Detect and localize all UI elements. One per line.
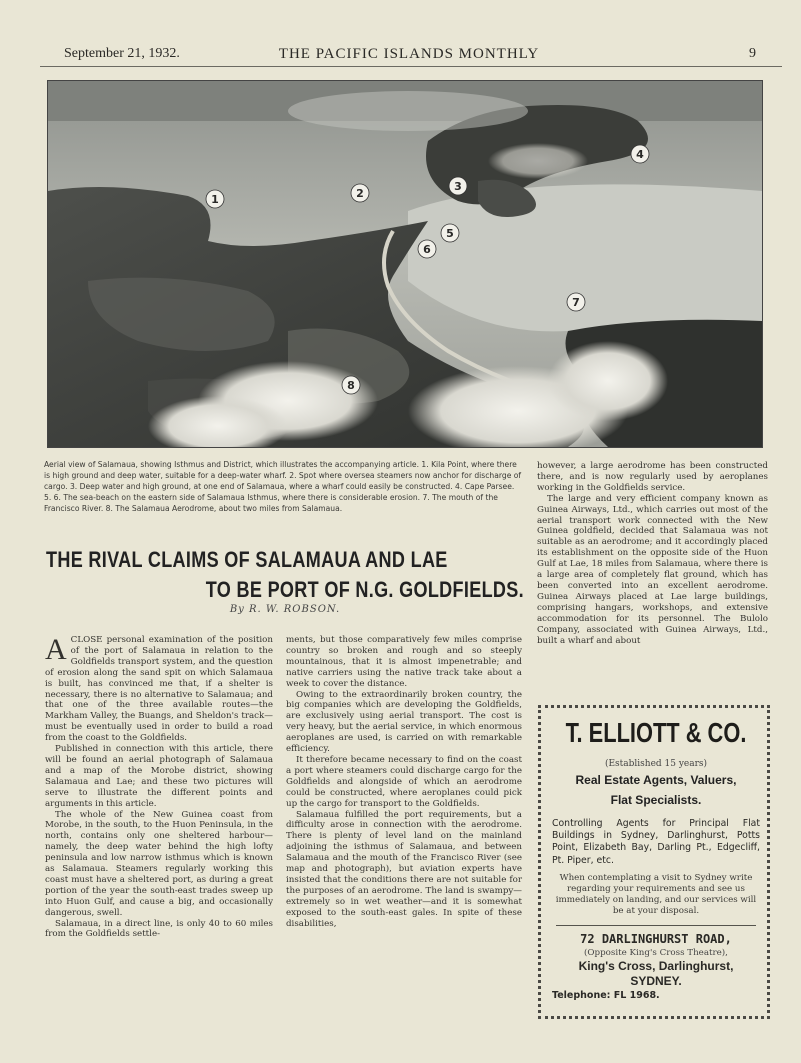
article-paragraph: The whole of the New Guinea coast from Morobe, in the south, to the Huon Peninsula, in the north, contains only one sheltered harbour—namely, the deep water behind the high lofty peninsula and low narrow isthmus which is known as Salamaua. Steamers regularly working this coast must have a sheltered port, as during a great portion of the year the south-east trades sweep up into Huon Gulf, and cause a big, and occasionally dangerous, swell. [45,809,273,918]
ad-divider [556,925,756,926]
aerial-photo-drawing [48,81,762,447]
header-rule [40,66,782,67]
aerial-photograph [47,80,763,448]
svg-text:8: 8 [347,379,355,392]
advertisement-t-elliott [538,705,770,1019]
ad-telephone: Telephone: FL 1968. [552,989,660,1001]
ad-agents-text: Controlling Agents for Principal Flat Buildings in Sydney, Darlinghurst, Potts Point, Elizabeth Bay, Darling Pt., Edgecliff, Pt. Piper, etc. [552,818,760,866]
article-paragraph: ments, but those comparatively few miles comprise country so broken and rough and so steeply mountainous, that it is almost impenetrable; and native carriers using the native track take about a week to cover the distance. [286,635,522,689]
ad-visit-text: When contemplating a visit to Sydney write regarding your requirements and see us immediately on landing, and our services will be at your disposal. [555,872,757,916]
svg-text:3: 3 [454,180,462,193]
svg-text:7: 7 [572,296,580,309]
photo-marker-7 [567,293,585,311]
byline: By R. W. ROBSON. [229,604,341,615]
page-number: 9 [749,46,756,61]
article-paragraph: however, a large aerodrome has been constructed there, and is now regularly used by aeroplanes working in the Goldfields service. [537,461,768,493]
drop-cap: A [45,633,67,666]
article-column-1 [45,635,273,940]
article-paragraph: ACLOSE personal examination of the position of the port of Salamaua in relation to the Goldfields transport system, and the question of erosion along the sand spit on which Salamaua is built, has convinced me that, if a shelter is necessary, there is no alternative to Salamaua; and that one of the three available routes—the Markham Valley, the Buangs, and Sheldon's track—must be eventually used in order to build a road from the coast to the Goldfields. [45,633,273,744]
ad-role-line-2: Flat Specialists. [610,793,702,807]
photo-marker-1 [206,190,224,208]
svg-text:1: 1 [211,193,219,206]
svg-text:4: 4 [636,148,644,161]
photo-marker-8 [342,376,360,394]
svg-text:6: 6 [423,243,431,256]
article-paragraph: It therefore became necessary to find on the coast a port where steamers could discharge cargo for the Goldfields and alongside of which an aerodrome could be constructed, where aeroplanes could pick up the cargo for transport to the Goldfields. [286,754,522,809]
ad-opposite: (Opposite King's Cross Theatre), [584,947,728,958]
article-column-3 [537,461,768,646]
ad-address: 72 DARLINGHURST ROAD, [580,931,732,946]
ad-role-line-1: Real Estate Agents, Valuers, [575,773,737,787]
ad-city: SYDNEY. [630,973,682,988]
issue-date: September 21, 1932. [64,46,180,61]
photo-caption: Aerial view of Salamaua, showing Isthmus and District, which illustrates the accompanying article. 1. Kila Point, where there is high ground and deep water, suitable for a deep-water wharf. 2. Spot where oversea steamers now anchor for discharge of cargo. 3. Deep water and high ground, at one end of Salamaua, where a wharf could easily be constructed. 4. Cape Parsee. 5. 6. The sea-beach on the eastern side of Salamaua Isthmus, where there is considerable erosion. 7. The mouth of the Francisco River. 8. The Salamaua Aerodrome, about two miles from Salamaua. [44,460,522,513]
ad-established: (Established 15 years) [604,759,708,769]
article-paragraph: Published in connection with this article, there will be found an aerial photograph of Salamaua and a map of the Morobe district, showing Salamaua and Lae; and these two pictures will serve to illustrate the different points and arguments in this article. [45,744,273,809]
photo-marker-6 [418,240,436,258]
article-headline [46,547,524,603]
publication-title: THE PACIFIC ISLANDS MONTHLY [278,46,540,62]
article-paragraph: Owing to the extraordinarily broken country, the big companies which are developing the Goldfields, are exclusively using aerial transport. The cost is very heavy, but the aerial service, in which enormous aeroplanes are used, is carried on with remarkable efficiency. [286,689,522,755]
article-paragraph: Salamaua, in a direct line, is only 40 to 60 miles from the Goldfields settle- [45,918,273,940]
article-column-2 [286,635,522,929]
photo-marker-3 [449,177,467,195]
svg-text:2: 2 [356,187,364,200]
article-paragraph: The large and very efficient company known as Guinea Airways, Ltd., which carries out most of the aerial transport work connected with the New Guinea goldfield, decided that Salamaua was not suitable as an aerodrome; and it accordingly placed its establishment on the opposite side of the Huon Gulf at Lae, 18 miles from Salamaua, where there is a large area of completely flat ground, which has been converted into an excellent aerodrome. Guinea Airways placed at Lae large buildings, comprising hangars, workshops, and extensive accommodation for its personnel. The Bulolo Company, associated with Guinea Airways, Ltd., built a wharf and about [537,493,768,646]
svg-text:5: 5 [446,227,454,240]
photo-marker-5 [441,224,459,242]
photo-marker-2 [351,184,369,202]
photo-marker-4 [631,145,649,163]
page-header [44,46,774,66]
ad-suburb: King's Cross, Darlinghurst, [578,958,734,973]
ad-company-name: T. ELLIOTT & CO. [565,717,747,748]
headline-line-1: THE RIVAL CLAIMS OF SALAMAUA AND LAE [46,547,448,572]
article-paragraph: Salamaua fulfilled the port requirements, but a difficulty arose in connection with the aerodrome. There is plenty of level land on the mainland adjoining the isthmus of Salamaua, and between Salamaua and the mouth of the Francisco River (see map and photograph), but aviation experts have insisted that the conditions there are not suitable for the purposes of an aerodrome. The land is swampy—extremely so in wet weather—and it is somewhat exposed to the south-east gales. In spite of these disabilities, [286,809,522,929]
headline-line-2: TO BE PORT OF N.G. GOLDFIELDS. [205,577,524,602]
